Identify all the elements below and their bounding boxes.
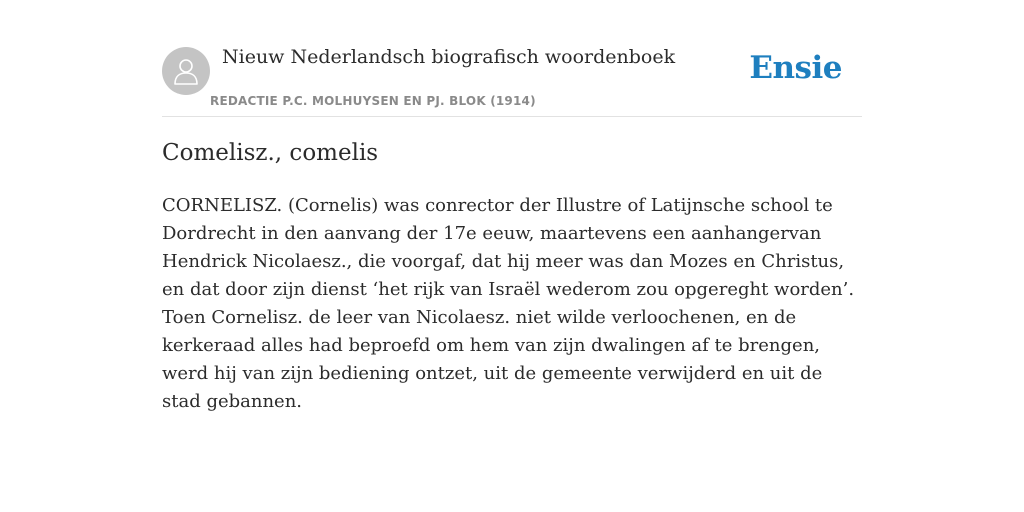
avatar[interactable] — [162, 47, 210, 95]
source-title[interactable]: Nieuw Nederlandsch biografisch woordenboek — [222, 46, 676, 68]
source-header — [162, 0, 862, 117]
entry-title: Comelisz., comelis — [162, 140, 379, 166]
entry-body: CORNELISZ. (Cornelis) was conrector der Illustre of Latijnsche school te Dordrecht in den aanvang der 17e eeuw, maartevens een aanhangervan Hendrick Nicolaesz., die voorgaf, dat hij meer was dan Mozes en Christus, en dat door zijn dienst ‘het rijk van Israël wederom zou opgereght worden’. Toen Cornelisz. de leer van Nicolaesz. niet wilde verloochenen, en de kerkeraad alles had beproefd om hem van zijn dwalingen af te brengen, werd hij van zijn bediening ontzet, uit de gemeente verwijderd en uit de stad gebannen. — [162, 195, 855, 412]
source-authors: REDACTIE P.C. MOLHUYSEN EN PJ. BLOK (1914) — [210, 94, 536, 108]
user-icon — [173, 57, 199, 85]
page-content — [162, 0, 862, 412]
brand-logo[interactable]: Ensie — [749, 50, 842, 86]
